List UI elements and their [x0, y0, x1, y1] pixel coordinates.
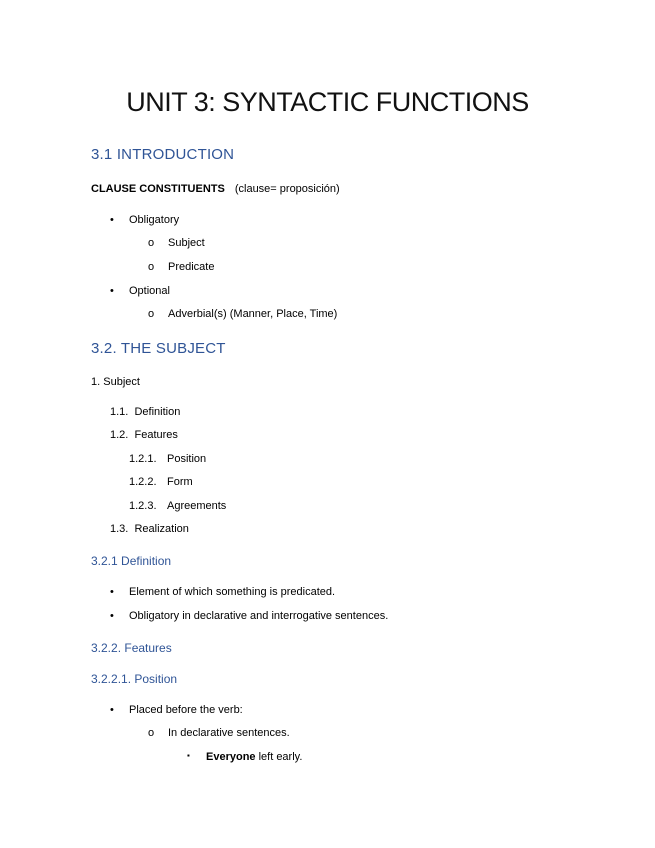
outline-number: 1.2.3. — [129, 500, 157, 512]
outline-text: Position — [167, 453, 207, 465]
bullet-square-icon: ▪ — [187, 751, 190, 760]
list-item-placed-before-verb: Placed before the verb: — [129, 704, 243, 716]
bullet-disc-icon: • — [110, 285, 114, 297]
bullet-disc-icon: • — [110, 704, 114, 716]
outline-number: 1.2.1. — [129, 453, 157, 465]
bullet-disc-icon: • — [110, 586, 114, 598]
outline-number: 1. — [91, 376, 101, 388]
outline-number: 1.3. — [110, 523, 129, 535]
outline-text: Subject — [103, 376, 140, 388]
outline-item — [91, 375, 140, 389]
list-item-predicate: Predicate — [168, 261, 215, 273]
bullet-circle-icon: o — [148, 308, 155, 320]
outline-text: Realization — [134, 523, 189, 535]
heading-subject: 3.2. THE SUBJECT — [91, 340, 226, 357]
outline-item — [110, 405, 180, 419]
heading-introduction: 3.1 INTRODUCTION — [91, 146, 235, 163]
list-item-optional: Optional — [129, 285, 170, 297]
clause-constituents-line — [91, 182, 340, 196]
outline-item — [110, 522, 189, 536]
heading-position: 3.2.2.1. Position — [91, 672, 178, 686]
bullet-circle-icon: o — [148, 727, 155, 739]
definition-bullet: Element of which something is predicated. — [129, 586, 336, 598]
example-subject: Everyone — [206, 751, 256, 763]
outline-text: Form — [167, 476, 193, 488]
clause-constituents-label: CLAUSE CONSTITUENTS — [91, 183, 225, 195]
example-rest: left early. — [255, 751, 303, 763]
bullet-circle-icon: o — [148, 261, 155, 273]
outline-item — [129, 452, 206, 466]
list-item-subject: Subject — [168, 237, 205, 249]
outline-number: 1.2. — [110, 429, 129, 441]
bullet-disc-icon: • — [110, 610, 114, 622]
outline-item — [129, 475, 193, 489]
heading-definition: 3.2.1 Definition — [91, 554, 172, 568]
list-item-declarative: In declarative sentences. — [168, 727, 290, 739]
bullet-circle-icon: o — [148, 237, 155, 249]
definition-bullet: Obligatory in declarative and interrogative sentences. — [129, 610, 389, 622]
page-title: UNIT 3: SYNTACTIC FUNCTIONS — [126, 87, 529, 117]
bullet-disc-icon: • — [110, 214, 114, 226]
outline-item — [129, 499, 226, 513]
list-item-adverbials: Adverbial(s) (Manner, Place, Time) — [168, 308, 338, 320]
outline-text: Definition — [134, 406, 181, 418]
outline-number: 1.1. — [110, 406, 129, 418]
outline-text: Agreements — [167, 500, 227, 512]
clause-constituents-note: (clause= proposición) — [234, 183, 340, 195]
outline-text: Features — [134, 429, 178, 441]
outline-number: 1.2.2. — [129, 476, 157, 488]
example-sentence — [206, 750, 302, 764]
outline-item — [110, 428, 178, 442]
heading-features: 3.2.2. Features — [91, 641, 172, 655]
list-item-obligatory: Obligatory — [129, 214, 180, 226]
